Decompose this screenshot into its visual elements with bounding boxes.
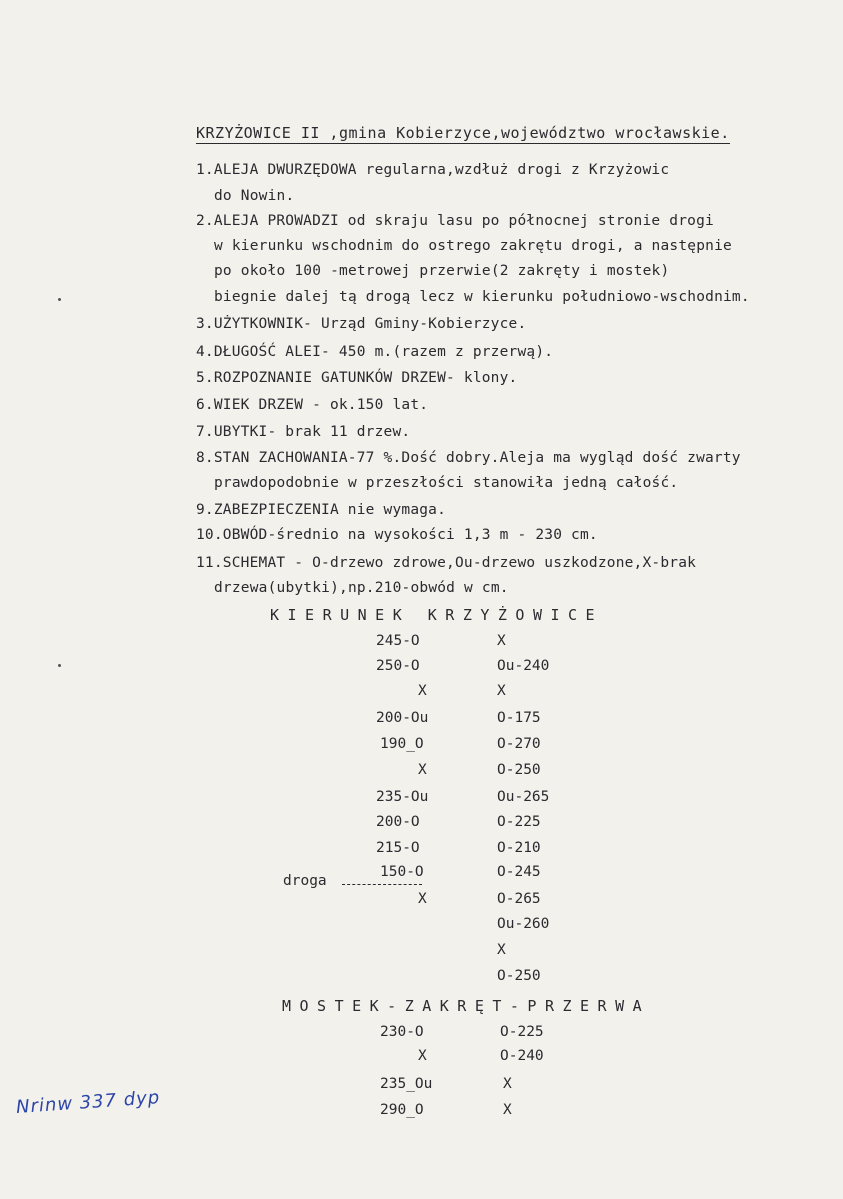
item-2-line-4: biegnie dalej tą drogą lecz w kierunku południowo-wschodnim. [214,289,750,305]
tree-entry: Ou-265 [497,789,550,805]
item-10: 10.OBWÓD-średnio na wysokości 1,3 m - 230 cm. [196,527,598,543]
tree-entry: 200-O [376,814,420,830]
tree-entry: X [503,1102,512,1118]
tree-entry: X [497,633,506,649]
margin-mark [58,298,61,301]
tree-entry: X [497,942,506,958]
item-2-line-2: w kierunku wschodnim do ostrego zakrętu drogi, a następnie [214,238,732,254]
tree-entry: 290_O [380,1102,424,1118]
item-2-line-1: 2.ALEJA PROWADZI od skraju lasu po północnej stronie drogi [196,213,714,229]
tree-entry: 190_O [380,736,424,752]
item-3: 3.UŻYTKOWNIK- Urząd Gminy-Kobierzyce. [196,316,527,332]
item-6: 6.WIEK DRZEW - ok.150 lat. [196,397,429,413]
tree-entry: 245-O [376,633,420,649]
item-2-line-3: po około 100 -metrowej przerwie(2 zakręty i mostek) [214,263,670,279]
document-title: KRZYŻOWICE II ,gmina Kobierzyce,województwo wrocławskie. [196,124,730,142]
tree-entry: O-240 [500,1048,544,1064]
tree-entry: O-225 [497,814,541,830]
tree-entry: O-225 [500,1024,544,1040]
tree-entry: O-175 [497,710,541,726]
tree-entry: 230-O [380,1024,424,1040]
tree-entry: O-210 [497,840,541,856]
item-7: 7.UBYTKI- brak 11 drzew. [196,424,411,440]
item-8-line-2: prawdopodobnie w przeszłości stanowiła jedną całość. [214,475,679,491]
item-11-line-2: drzewa(ubytki),np.210-obwód w cm. [214,580,509,596]
section-heading-kierunek: KIERUNEK KRZYŻOWICE [270,606,604,624]
item-9: 9.ZABEZPIECZENIA nie wymaga. [196,502,447,518]
tree-entry: 235-Ou [376,789,429,805]
item-4: 4.DŁUGOŚĆ ALEI- 450 m.(razem z przerwą). [196,344,554,360]
handwritten-signature: Nrinw 337 dyp [15,1086,161,1119]
road-label: droga [283,873,327,889]
margin-mark [58,664,61,667]
tree-entry: O-270 [497,736,541,752]
item-1-line-2: do Nowin. [214,188,295,204]
tree-entry: Ou-240 [497,658,550,674]
tree-entry: O-250 [497,762,541,778]
tree-entry: X [418,1048,427,1064]
item-1-line-1: 1.ALEJA DWURZĘDOWA regularna,wzdłuż drogi z Krzyżowic [196,162,670,178]
tree-entry: X [418,891,427,907]
tree-entry: O-250 [497,968,541,984]
tree-entry: 235_Ou [380,1076,433,1092]
item-5: 5.ROZPOZNANIE GATUNKÓW DRZEW- klony. [196,370,518,386]
tree-entry: X [503,1076,512,1092]
tree-entry: X [418,683,427,699]
item-11-line-1: 11.SCHEMAT - O-drzewo zdrowe,Ou-drzewo uszkodzone,X-brak [196,555,697,571]
road-dashed-line [342,884,422,885]
tree-entry: O-265 [497,891,541,907]
tree-entry: 150-O [380,864,424,880]
section-heading-mostek: MOSTEK-ZAKRĘT-PRZERWA [282,997,651,1015]
tree-entry: O-245 [497,864,541,880]
tree-entry: Ou-260 [497,916,550,932]
tree-entry: 250-O [376,658,420,674]
tree-entry: X [497,683,506,699]
tree-entry: 200-Ou [376,710,429,726]
item-8-line-1: 8.STAN ZACHOWANIA-77 %.Dość dobry.Aleja ma wygląd dość zwarty [196,450,741,466]
tree-entry: 215-O [376,840,420,856]
tree-entry: X [418,762,427,778]
